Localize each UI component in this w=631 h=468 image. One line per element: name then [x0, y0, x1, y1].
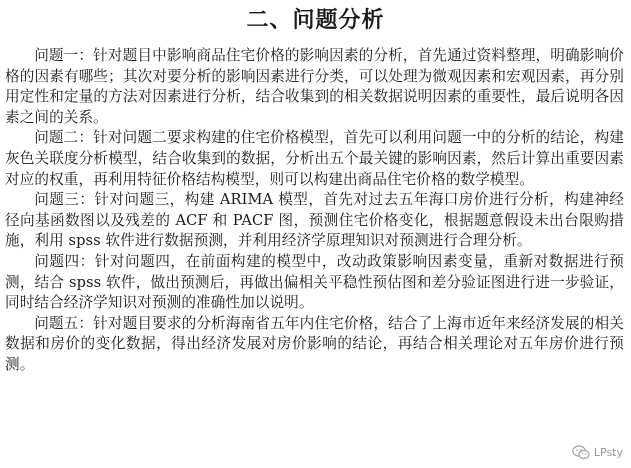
paragraph-question-2: 问题二：针对问题二要求构建的住宅价格模型，首先可以利用问题一中的分析的结论，构建灰色关联度分析模型，结合收集到的数据，分析出五个最关键的影响因素，然后计算出重要因素对应的权重，再利用特征价格结构模型，则可以构建出商品住宅价格的数学模型。 — [5, 129, 624, 188]
watermark-text: LPsty — [593, 446, 623, 459]
watermark — [572, 445, 623, 460]
paragraph-question-3: 问题三：针对问题三，构建 ARIMA 模型，首先对过去五年海口房价进行分析，构建神经径向基函数图以及残差的 ACF 和 PACF 图，预测住宅价格变化，根据题意假设未出台限购措施，利用 spss 软件进行数据预测，并利用经济学原理知识对预测进行合理分析。 — [5, 191, 624, 250]
paragraph-question-5: 问题五：针对题目要求的分析海南省五年内住宅价格，结合了上海市近年来经济发展的相关数据和房价的变化数据，得出经济发展对房价影响的结论，再结合相关理论对五年房价进行预测。 — [5, 314, 624, 373]
analysis-body — [5, 46, 624, 376]
wechat-icon — [572, 445, 590, 460]
section-title: 二、问题分析 — [246, 8, 385, 33]
paragraph-question-4: 问题四：针对问题四，在前面构建的模型中，改动政策影响因素变量，重新对数据进行预测，结合 spss 软件，做出预测后，再做出偏相关平稳性预估图和差分验证图进行进一步验证，同时结合经济学知识对预测的准确性加以说明。 — [5, 252, 624, 312]
paragraph-question-1: 问题一：针对题目中影响商品住宅价格的影响因素的分析，首先通过资料整理，明确影响价格的因素有哪些；其次对要分析的影响因素进行分类，可以处理为微观因素和宏观因素，再分别用定性和定量的方法对因素进行分析，结合收集到的相关数据说明因素的重要性，最后说明各因素之间的关系。 — [5, 47, 624, 126]
